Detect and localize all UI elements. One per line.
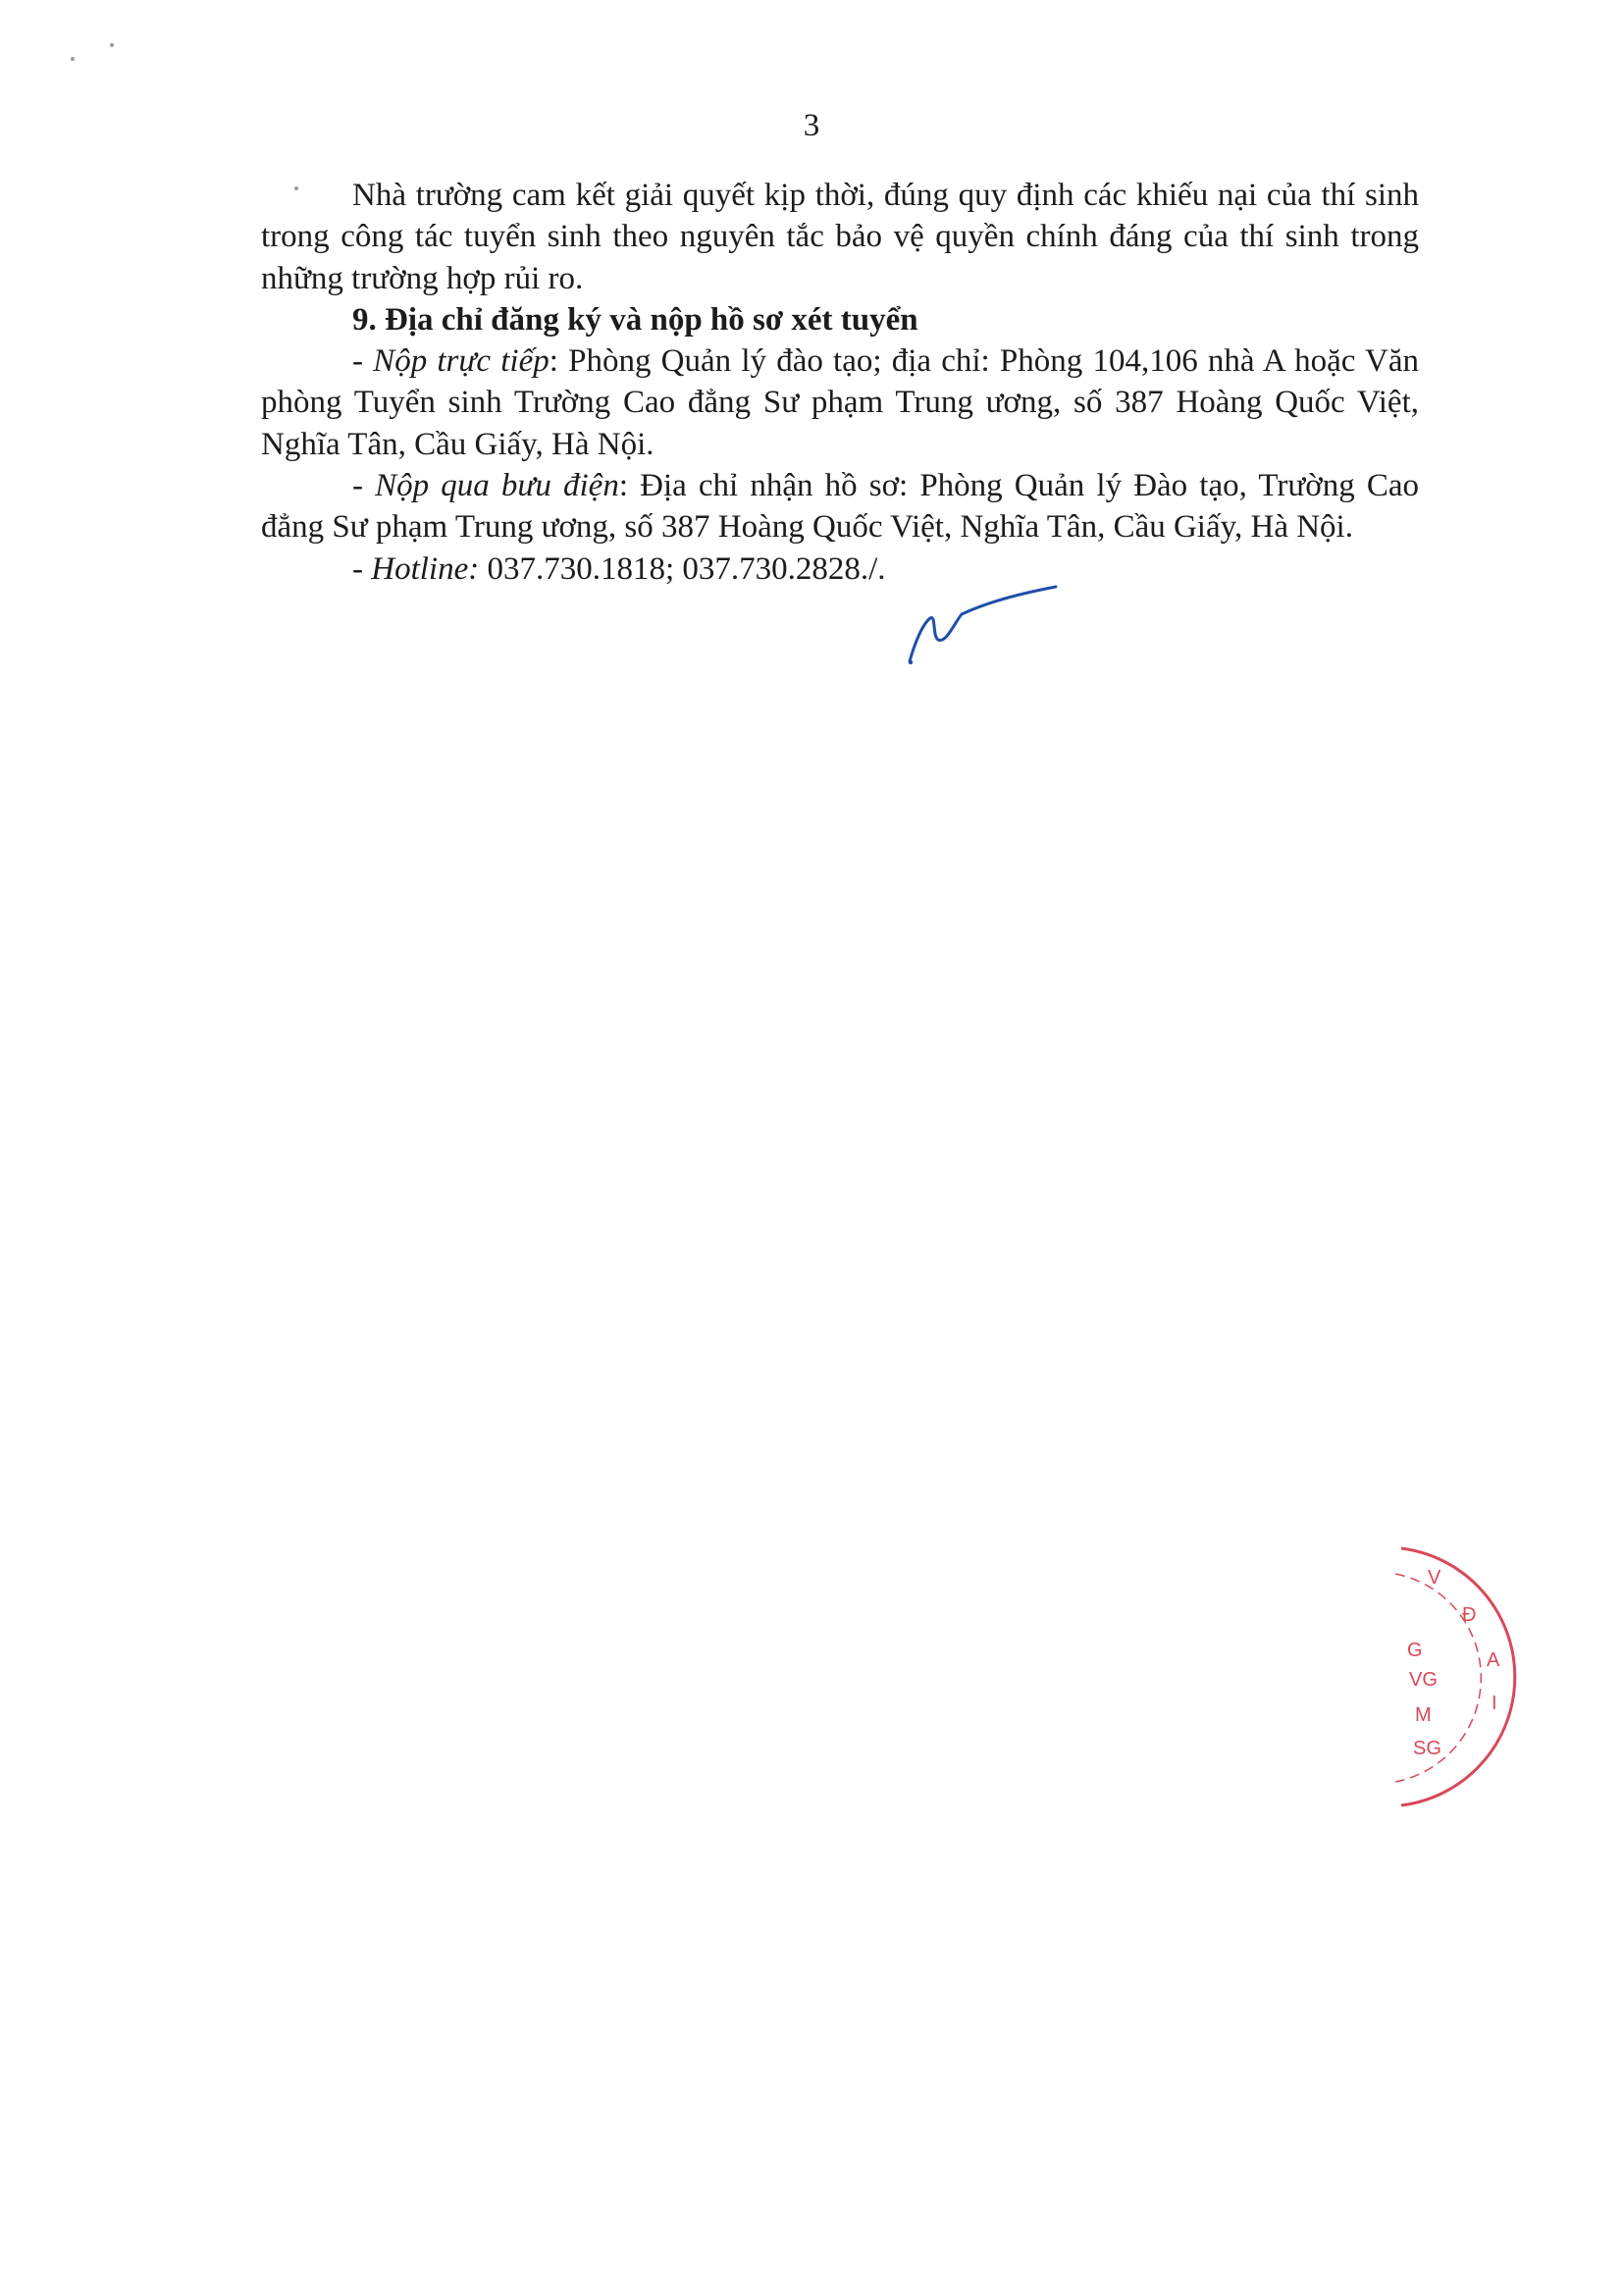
direct-submission-lead: - Nộp trực tiếp <box>352 343 550 380</box>
scan-speck <box>71 57 75 61</box>
section-heading: 9. Địa chỉ đăng ký và nộp hồ sơ xét tuyển <box>352 301 918 338</box>
svg-text:V: V <box>1428 1567 1441 1589</box>
document-body <box>261 175 1419 590</box>
svg-text:G: G <box>1407 1640 1423 1661</box>
hotline-paragraph <box>261 548 1419 590</box>
svg-text:I: I <box>1492 1693 1497 1714</box>
official-seal-stamp <box>1393 1540 1521 1815</box>
post-submission-paragraph <box>261 465 1419 548</box>
signature-initial <box>903 585 1060 665</box>
svg-text:M: M <box>1415 1704 1432 1726</box>
commitment-paragraph: Nhà trường cam kết giải quyết kịp thời, đúng quy định các khiếu nại của thí sinh trong công tác tuyển sinh theo nguyên tắc bảo vệ quyền chính đáng của thí sinh trong những trường hợp rủi ro. <box>261 178 1419 296</box>
svg-text:A: A <box>1487 1649 1500 1671</box>
post-submission-lead: - Nộp qua bưu điện <box>352 468 619 504</box>
svg-text:SG: SG <box>1413 1738 1441 1759</box>
page-number: 3 <box>803 108 820 143</box>
direct-submission-text: : Phòng Quản lý đào tạo; địa chỉ: Phòng 104,106 nhà A hoặc Văn phòng Tuyển sinh Trường Cao đẳng Sư phạm Trung ương, số 387 Hoàng Quốc Việt, Nghĩa Tân, Cầu Giấy, Hà Nội. <box>261 343 1420 462</box>
post-submission-text: : Địa chỉ nhận hồ sơ: Phòng Quản lý Đào tạo, Trường Cao đẳng Sư phạm Trung ương, số 387 Hoàng Quốc Việt, Nghĩa Tân, Cầu Giấy, Hà Nội. <box>261 468 1419 546</box>
svg-text:VG: VG <box>1409 1669 1438 1691</box>
hotline-lead: - Hotline: <box>352 550 480 587</box>
svg-text:Đ: Đ <box>1462 1604 1477 1626</box>
hotline-text: 037.730.1818; 037.730.2828./. <box>479 550 886 587</box>
direct-submission-paragraph <box>261 340 1419 465</box>
scan-speck <box>110 43 114 47</box>
